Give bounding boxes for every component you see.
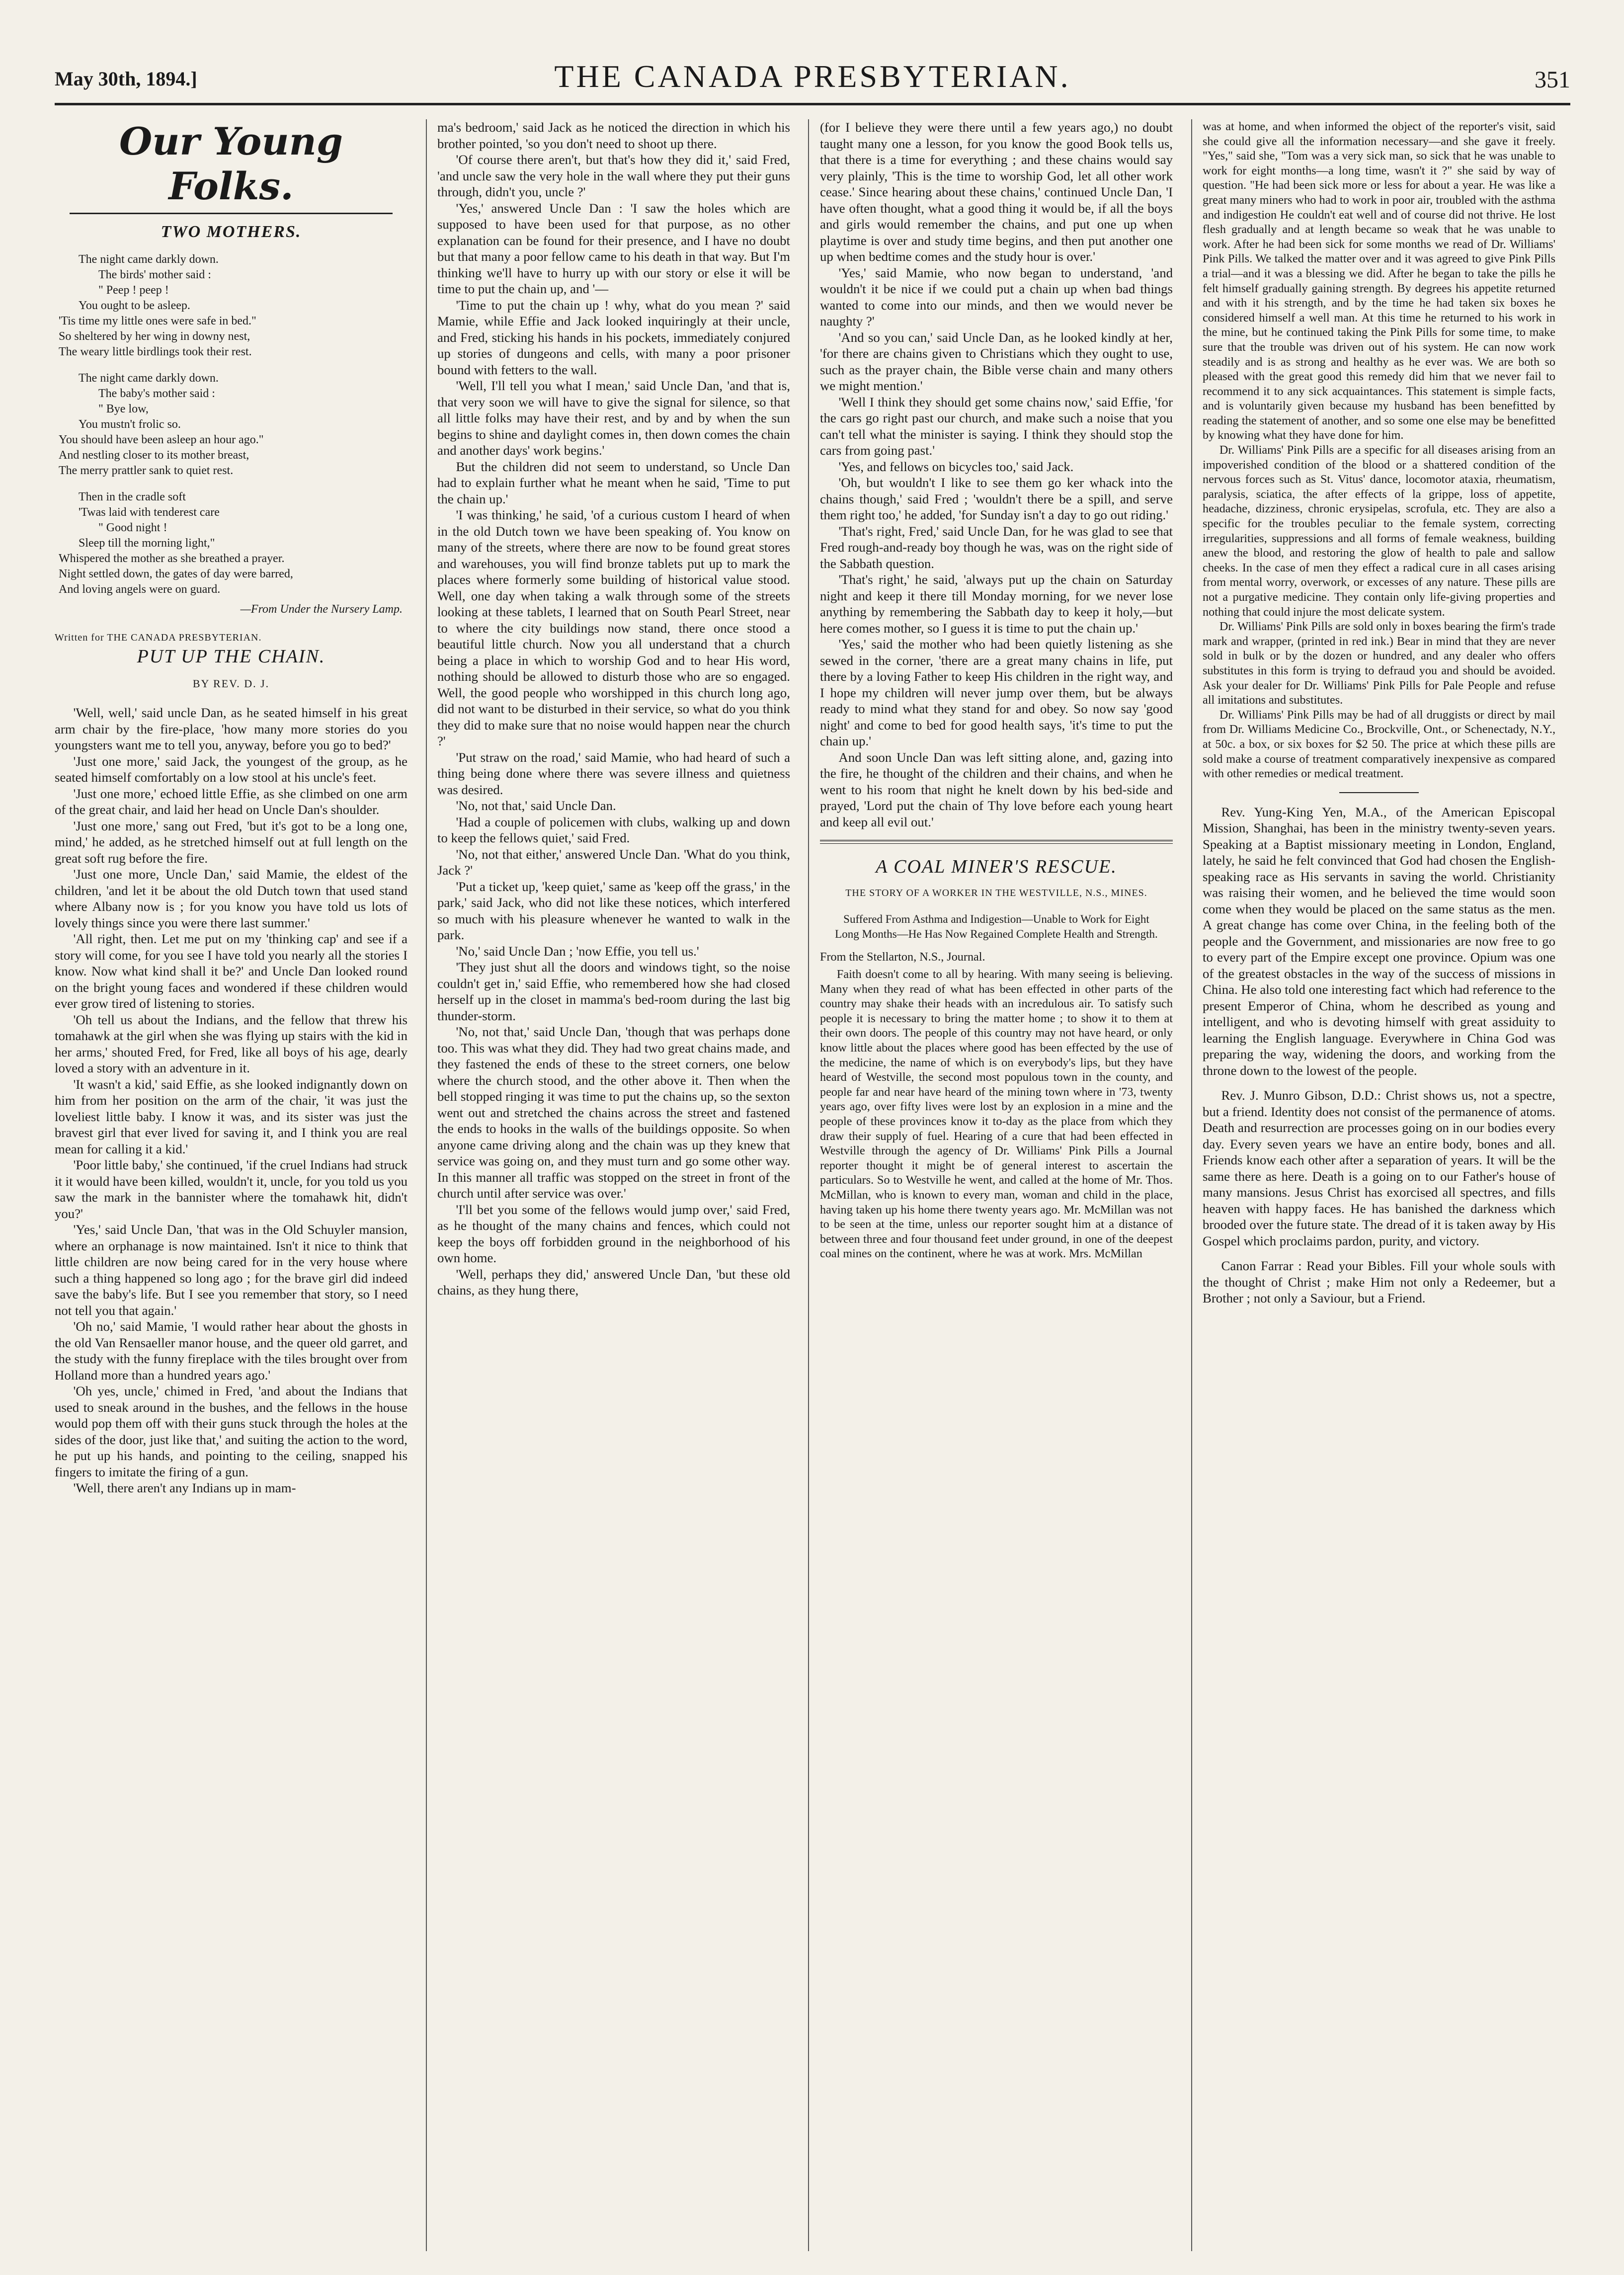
story-paragraph: 'Just one more,' said Jack, the youngest of the group, as he seated himself comfortably on a low stool at his uncle's feet. [55,753,407,785]
story-paragraph: 'Well, well,' said uncle Dan, as he seated himself in his great arm chair by the fire-place, 'how many more stories do you youngsters want me to tell you, anyway, before you go to bed?' [55,705,407,752]
story-paragraph: 'Well, perhaps they did,' answered Uncle Dan, 'but these old chains, as they hung there, [437,1266,790,1298]
story-paragraph: 'Oh yes, uncle,' chimed in Fred, 'and about the Indians that used to sneak around in the bushes, and the fellows in the house would pop them off with their guns stuck through the holes at the sides of the door, just like that,' and suiting the action to the word, he put up his hands, and pointing to the ceiling, snapped his fingers to imitate the firing of a gun. [55,1383,407,1479]
story-paragraph: 'That's right,' he said, 'always put up the chain on Saturday night and keep it there till Monday morning, for we never lose anything by remembering the Sabbath day to keep it holy,—but here comes mother, so I guess it is time to put the chain up.' [820,572,1173,636]
story-paragraph: 'No, not that,' said Uncle Dan, 'though that was perhaps done too. This was what they did. They had two great chains made, and they fastened the ends of these to the street corners, one below where the church stood, and the other above it. Then when the bell stopped ringing it was time to put the chains up, so the sexton went out and stretched the chains across the street and fastened the ends to hooks in the walls of the buildings opposite. So when anyone came driving along and the chain was up they knew that service was going on, and they must turn and go some other way. In this manner all traffic was stopped on the street in front of the church until after service was over.' [437,1024,790,1201]
story-paragraph: 'No,' said Uncle Dan ; 'now Effie, you tell us.' [456,943,699,959]
story-paragraph: 'Of course there aren't, but that's how they did it,' said Fred, 'and uncle saw the very hole in the wall where they put their guns through, didn't you, uncle ?' [437,152,790,199]
story-paragraph: ma's bedroom,' said Jack as he noticed the direction in which his brother pointed, 'so you don't need to shoot up there. [437,120,790,151]
column-2 [437,119,790,2251]
column-divider [1191,119,1192,2251]
story-paragraph: 'Yes,' said the mother who had been quietly listening as she sewed in the corner, 'there are a great many chains in life, put there by a loving Father to keep His children in the right way, and I hope my children will never jump over them, but be always ready to mind what they stand for and obey. So now say 'good night' and come to bed for good health says, 'it's time to put the chain up.' [820,637,1173,748]
poem-line: The night came darkly down. [79,253,219,266]
news-item: Rev. J. Munro Gibson, D.D.: Christ shows us, not a spectre, but a friend. Identity does not consist of the permanence of atoms. Death and resurrection are processes going on in our bodies every day. Every seven years we have an entire body, bones and all. Friends know each other after a separation of years. It will be the same there as here. Death is a going on to our Father's house of many mansions. Jesus Christ has exorcised all spectres, and fills heaven with happy faces. He has banished the darkness which brooded over the future state. The dread of it is taken away by His Gospel which proclaims pardon, purity, and victory. [1203,1088,1555,1248]
news-item: Canon Farrar : Read your Bibles. Fill your whole souls with the thought of Christ ; make Him not only a Redeemer, but a Brother ; not only a Saviour, but a Friend. [1203,1258,1555,1306]
poem-line: And loving angels were on guard. [59,583,221,596]
article-paragraph: was at home, and when informed the object of the reporter's visit, said she could give all the information necessary—and she gave it freely. "Yes," said she, "Tom was a very sick man, so sick that he was unable to work for eight months—a long time, wasn't it ?" she said by way of question. "He had been sick more or less for about a year. He was like a great many miners who had to work in poor air, troubled with the asthma and indigestion He couldn't eat well and of course did not thrive. He lost flesh gradually and at length became so weak that he was unable to work. After he had been sick for some months we read of Dr. Williams' Pink Pills. We talked the matter over and it was agreed to give Pink Pills a trial—and it was a blessing we did. After he began to take the pills he felt himself gradually gaining strength. By degrees his appetite returned and with it his strength, and by the time he had taken six boxes he considered himself a well man. At this time he returned to his work in the mine, but he continued taking the Pink Pills for some time, to make sure that the trouble was driven out of his system. He can now work steadily and is as strong and healthy as he ever was. We are both so pleased with the great good this remedy did him that we never fail to recommend it to any sick acquaintances. This statement is simple facts, and is voluntarily given because my husband has been benefitted by reading the statement of another, and so some one else may be benefitted by knowing what they have done for him. [1203,120,1555,442]
story-paragraph: 'I was thinking,' he said, 'of a curious custom I heard of when in the old Dutch town we have been speaking of. You know on many of the streets, where there are now to be found great stores and warehouses, you will find bronze tablets put up to mark the places where formerly some building of historical value stood. Well, one day when taking a walk through some of the streets looking at these tablets, I learned that on South Pearl Street, near to where the city buildings now stand, there once stood a beautiful little church. Now you all understand that a church being a place in which to worship God and to hear His word, nothing should be allowed to disturb those who are so engaged. Well, the good people who worshipped in this church long ago, did not want to be disturbed in their service, so what do you think they did to make sure that no noise would happen near the church ?' [437,507,790,748]
poem-line: " Bye low, [98,403,149,415]
poem-line: The baby's mother said : [98,387,215,400]
story-paragraph: 'Just one more,' echoed little Effie, as she climbed on one arm of the great chair, and laid her head on Uncle Dan's shoulder. [55,786,407,817]
story-paragraph: 'Put a ticket up, 'keep quiet,' same as 'keep off the grass,' in the park,' said Jack, who did not like these notices, which interfered so much with his pleasure whenever he wanted to walk in the park. [437,879,790,942]
article-subhead: THE STORY OF A WORKER IN THE WESTVILLE, N.S., MINES. [845,887,1147,898]
story-paragraph: 'Time to put the chain up ! why, what do you mean ?' said Mamie, while Effie and Jack looked inquiringly at their uncle, and Fred, sticking his hands in his pockets, immediately conjured up stories of dungeons and cells, with many a poor prisoner bound with fetters to the wall. [437,297,790,377]
poem-line: Night settled down, the gates of day were barred, [59,568,293,580]
story-paragraph: 'Yes,' said Mamie, who now began to understand, 'and wouldn't it be nice if we could put a chain up when bad things wanted to come into our minds, and then we would never be naughty ?' [820,265,1173,328]
column-4 [1203,119,1555,2251]
poem-line: The night came darkly down. [79,372,219,385]
story-paragraph: 'Oh no,' said Mamie, 'I would rather hear about the ghosts in the old Van Rensaeller manor house, and the queer old garret, and the study with the funny fireplace with the tiles brought over from Holland more than a hundred years ago.' [55,1319,407,1382]
poem-line: 'Tis time my little ones were safe in bed." [59,315,256,327]
poem-line: The weary little birdlings took their rest. [59,345,252,358]
story-title: PUT UP THE CHAIN. [137,646,325,667]
column-1 [55,119,407,2251]
story-paragraph: 'Well, there aren't any Indians up in mam- [73,1480,296,1495]
poem-line: Whispered the mother as she breathed a prayer. [59,552,285,565]
story-paragraph: 'Put straw on the road,' said Mamie, who had heard of such a thing being done where there was severe illness and quietness was desired. [437,749,790,797]
story-paragraph: 'Just one more, Uncle Dan,' said Mamie, the eldest of the children, 'and let it be about the old Dutch town that used stand where Albany now is ; for you know you have told us lots of lovely things since you were there last summer.' [55,867,407,930]
story-paragraph: 'That's right, Fred,' said Uncle Dan, for he was glad to see that Fred rough-and-ready boy though he was, was on the right side of the Sabbath question. [820,523,1173,571]
article-divider [820,840,1173,844]
story-paragraph: 'Had a couple of policemen with clubs, walking up and down to keep the fellows quiet,' said Fred. [437,814,790,845]
poem-line: Then in the cradle soft [79,490,186,503]
article-title: A COAL MINER'S RESCUE. [876,856,1117,877]
written-for-note: Written for THE CANADA PRESBYTERIAN. [55,632,262,643]
column-divider [808,119,809,2251]
story-paragraph: 'Yes, and fellows on bicycles too,' said Jack. [838,459,1074,474]
news-item: Rev. Yung-King Yen, M.A., of the American Episcopal Mission, Shanghai, has been in the ministry twenty-seven years. Speaking at a Baptist missionary meeting in London, England, lately, he said he felt convinced that God had chosen the English-speaking race as His servants in saving the world. Christianity was raising their women, and he believed the time would soon come when they would be placed on the same status as the men. A great change has come over China, in the feeling both of the people and the Government, and missionaries are now free to go to every part of the Empire except one province. Opium was one of the greatest obstacles in the way of the success of missions in China. He also told one interesting fact which had reference to the present Emperor of China, whom he described as young and intelligent, and who is devoting himself with great assiduity to learning the English language. Everywhere in China God was preparing the way, widening the doors, and working from the throne down to the lowest of the people. [1203,804,1555,1078]
poem-line: The birds' mother said : [98,268,211,281]
poem-line: You ought to be asleep. [79,299,190,312]
story-paragraph: 'I'll bet you some of the fellows would jump over,' said Fred, as he thought of the many chains and fences, which could not keep the boys off forbidden ground in the neighborhood of his own home. [437,1202,790,1265]
story-paragraph: 'Well I think they should get some chains now,' said Effie, 'for the cars go right past our church, and make such a noise that you can't tell what the minister is saying. I think they should stop the cars from going past.' [820,394,1173,458]
poem-line: So sheltered by her wing in downy nest, [59,330,250,343]
article-paragraph: Dr. Williams' Pink Pills are sold only in boxes bearing the firm's trade mark and wrapper, (printed in red ink.) Bear in mind that they are never sold in bulk or by the dozen or hundred, and any dealer who offers substitutes in this form is trying to defraud you and should be avoided. Ask your dealer for Dr. Williams' Pink Pills for Pale People and refuse all imitations and substitutes. [1203,620,1555,707]
story-byline: BY REV. D. J. [192,677,270,690]
article-summary: Suffered From Asthma and Indigestion—Unable to Work for Eight Long Months—He Has Now Regained Complete Health and Strength. [835,912,1158,940]
story-paragraph: And soon Uncle Dan was left sitting alone, and, gazing into the fire, he thought of the children and their chains, and when he went to his room that night he knelt down by his bed-side and prayed, 'Lord put the chain of Thy love before each young heart and keep all evil out.' [820,749,1173,829]
masthead-rule [55,103,1570,105]
poem-title: TWO MOTHERS. [161,223,302,241]
story-paragraph: But the children did not seem to understand, so Uncle Dan had to explain further what he meant when he said, 'Time to put the chain up.' [437,459,790,506]
poem-line: The merry prattler sank to quiet rest. [59,464,234,477]
issue-date: May 30th, 1894.] [55,68,197,90]
story-paragraph: 'Well, I'll tell you what I mean,' said Uncle Dan, 'and that is, that very soon we will have to give the signal for silence, so that all little folks may have their rest, and by and by when the sun begins to shine and daylight comes in, then down comes the chain and another days' work begins.' [437,378,790,458]
poem-attribution: —From Under the Nursery Lamp. [240,603,403,616]
section-rule [70,213,393,214]
poem-line: You should have been asleep an hour ago." [59,433,264,446]
column-divider [426,119,427,2251]
story-paragraph: 'Yes,' answered Uncle Dan : 'I saw the holes which are supposed to have been used for that purpose, as no other explanation can be found for their presence, and I have no doubt but that many a poor fellow came to his death in that way. But I'm thinking we'll have to hurry up with our story or else it will be time to put the chain up, and '— [437,200,790,296]
article-paragraph: Dr. Williams' Pink Pills may be had of all druggists or direct by mail from Dr. Williams Medicine Co., Brockville, Ont., or Schenectady, N.Y., at 50c. a box, or six boxes for $2 50. The price at which these pills are sold make a course of treatment comparatively inexpensive as compared with other remedies or medical treatment. [1203,708,1555,781]
article-paragraph: Dr. Williams' Pink Pills are a specific for all diseases arising from an impoverished condition of the blood or a shattered condition of the nervous forces such as St. Vitus' dance, locomotor ataxia, rheumatism, paralysis, sciatica, the after effects of la grippe, loss of appetite, headache, dizziness, chronic erysipelas, scrofula, etc. They are also a specific for the troubles peculiar to the female system, correcting irregularities, suppressions and all forms of female weakness, building anew the blood, and restoring the glow of health to pale and sallow cheeks. In the case of men they effect a radical cure in all cases arising from mental worry, overwork, or excesses of any nature. These pills are not a purgative medicine. They contain only life-giving properties and nothing that could injure the most delicate system. [1203,443,1555,619]
story-paragraph: 'They just shut all the doors and windows tight, so the noise couldn't get in,' said Effie, who remembered how she had closed herself up in the closet in mamma's bed-room during the last big thunder-storm. [437,960,790,1023]
story-paragraph: 'No, not that either,' answered Uncle Dan. 'What do you think, Jack ?' [437,846,790,878]
poem-line: And nestling closer to its mother breast, [59,449,249,462]
masthead [55,52,1570,107]
story-paragraph: 'Poor little baby,' she continued, 'if the cruel Indians had struck it it would have been killed, wouldn't it, uncle, for you told us you saw the mark in the bannister where the tomahawk hit, didn't you?' [55,1157,407,1221]
page-number: 351 [1535,67,1570,93]
story-paragraph: 'And so you can,' said Uncle Dan, as he looked kindly at her, 'for there are chains given to Christians which they ought to use, such as the prayer chain, the Bible verse chain and many others we might mention.' [820,329,1173,393]
poem-line: You mustn't frolic so. [79,418,181,431]
story-paragraph: 'Oh tell us about the Indians, and the fellow that threw his tomahawk at the girl when she was flying up stairs with the kid in her arms,' shouted Fred, for Fred, like all boys of his age, dearly loved a story with an adventure in it. [55,1012,407,1075]
story-paragraph: 'All right, then. Let me put on my 'thinking cap' and see if a story will come, for you see I have told you nearly all the stories I know. Now what kind shall it be?' and Uncle Dan looked round on the bright young faces and wondered if these children would ever grow tired of listening to stories. [55,931,407,1011]
article-paragraph: Faith doesn't come to all by hearing. With many seeing is believing. Many when they read of what has been effected in other parts of the country may shake their heads with an incredulous air. To satisfy such people it is necessary to bring the matter home ; to show it to them at their own doors. The people of this country may not have heard, or only know little about the places where good has been effected by the use of the medicine, the name of which is on everybody's lips, but they have heard of Westville, the second most populous town in the county, and people far and near have heard of the mining town where in '73, twenty years ago, over fifty lives were lost by an explosion in a mine and the people of these provinces know it to-day as the place from which they draw their supply of fuel. Hearing of a cure that had been effected in Westville through the agency of Dr. Williams' Pink Pills a Journal reporter thought it might be of general interest to ascertain the particulars. So to Westville he went, and called at the home of Mr. Thos. McMillan, who is known to every man, woman and child in the place, having taken up his home there twenty years ago. Mr. McMillan was not to be seen at the time, unless our reporter sought him at a distance of between three and four thousand feet under ground, in one of the deepest coal mines on the continent, where he was at work. Mrs. McMillan [820,968,1173,1261]
article-source: From the Stellarton, N.S., Journal. [820,950,985,964]
story-paragraph: 'No, not that,' said Uncle Dan. [456,798,616,813]
story-paragraph: 'Yes,' said Uncle Dan, 'that was in the Old Schuyler mansion, where an orphanage is now maintained. Isn't it nice to think that little children are now being cared for in the very house where such a thing happened so long ago ; for the brave girl did indeed save the baby's life. But I see you remember that story, so I need not tell you that again.' [55,1222,407,1318]
poem-line: " Good night ! [98,521,167,534]
story-paragraph: 'Oh, but wouldn't I like to see them go ker whack into the chains though,' said Fred ; 'wouldn't there be a spill, and serve them right too,' he added, 'for Sunday isn't a day to go out riding.' [820,475,1173,522]
story-paragraph: 'It wasn't a kid,' said Effie, as she looked indignantly down on him from her position on the arm of the chair, 'it was just the loveliest little baby. I know it was, and its sister was just the bravest girl that ever lived for saving it, and I think you are real mean for calling it a kid.' [55,1076,407,1156]
story-paragraph: (for I believe they were there until a few years ago,) no doubt taught many one a lesson, for you know the good Book tells us, that there is a time for everything ; and these chains would say very plainly, 'This is the time to worship God, let all other work cease.' Since hearing about these chains,' continued Uncle Dan, 'I have often thought, what a good thing it would be, if all the boys and girls would remember the chains, and put one up when playtime is over and study time begins, and then put another one up when bedtime comes and the study hour is over.' [820,120,1173,264]
story-paragraph: 'Just one more,' sang out Fred, 'but it's got to be a long one, mind,' he added, as he stretched himself out at full length on the great soft rug before the fire. [55,818,407,866]
poem-line: 'Twas laid with tenderest care [79,506,220,519]
newspaper-title: THE CANADA PRESBYTERIAN. [554,59,1071,94]
poem [59,252,407,597]
section-title: Our Young Folks. [119,119,343,208]
poem-line: " Peep ! peep ! [98,284,169,297]
poem-line: Sleep till the morning light," [79,537,215,550]
column-3 [820,119,1173,2251]
item-divider [1339,792,1419,793]
